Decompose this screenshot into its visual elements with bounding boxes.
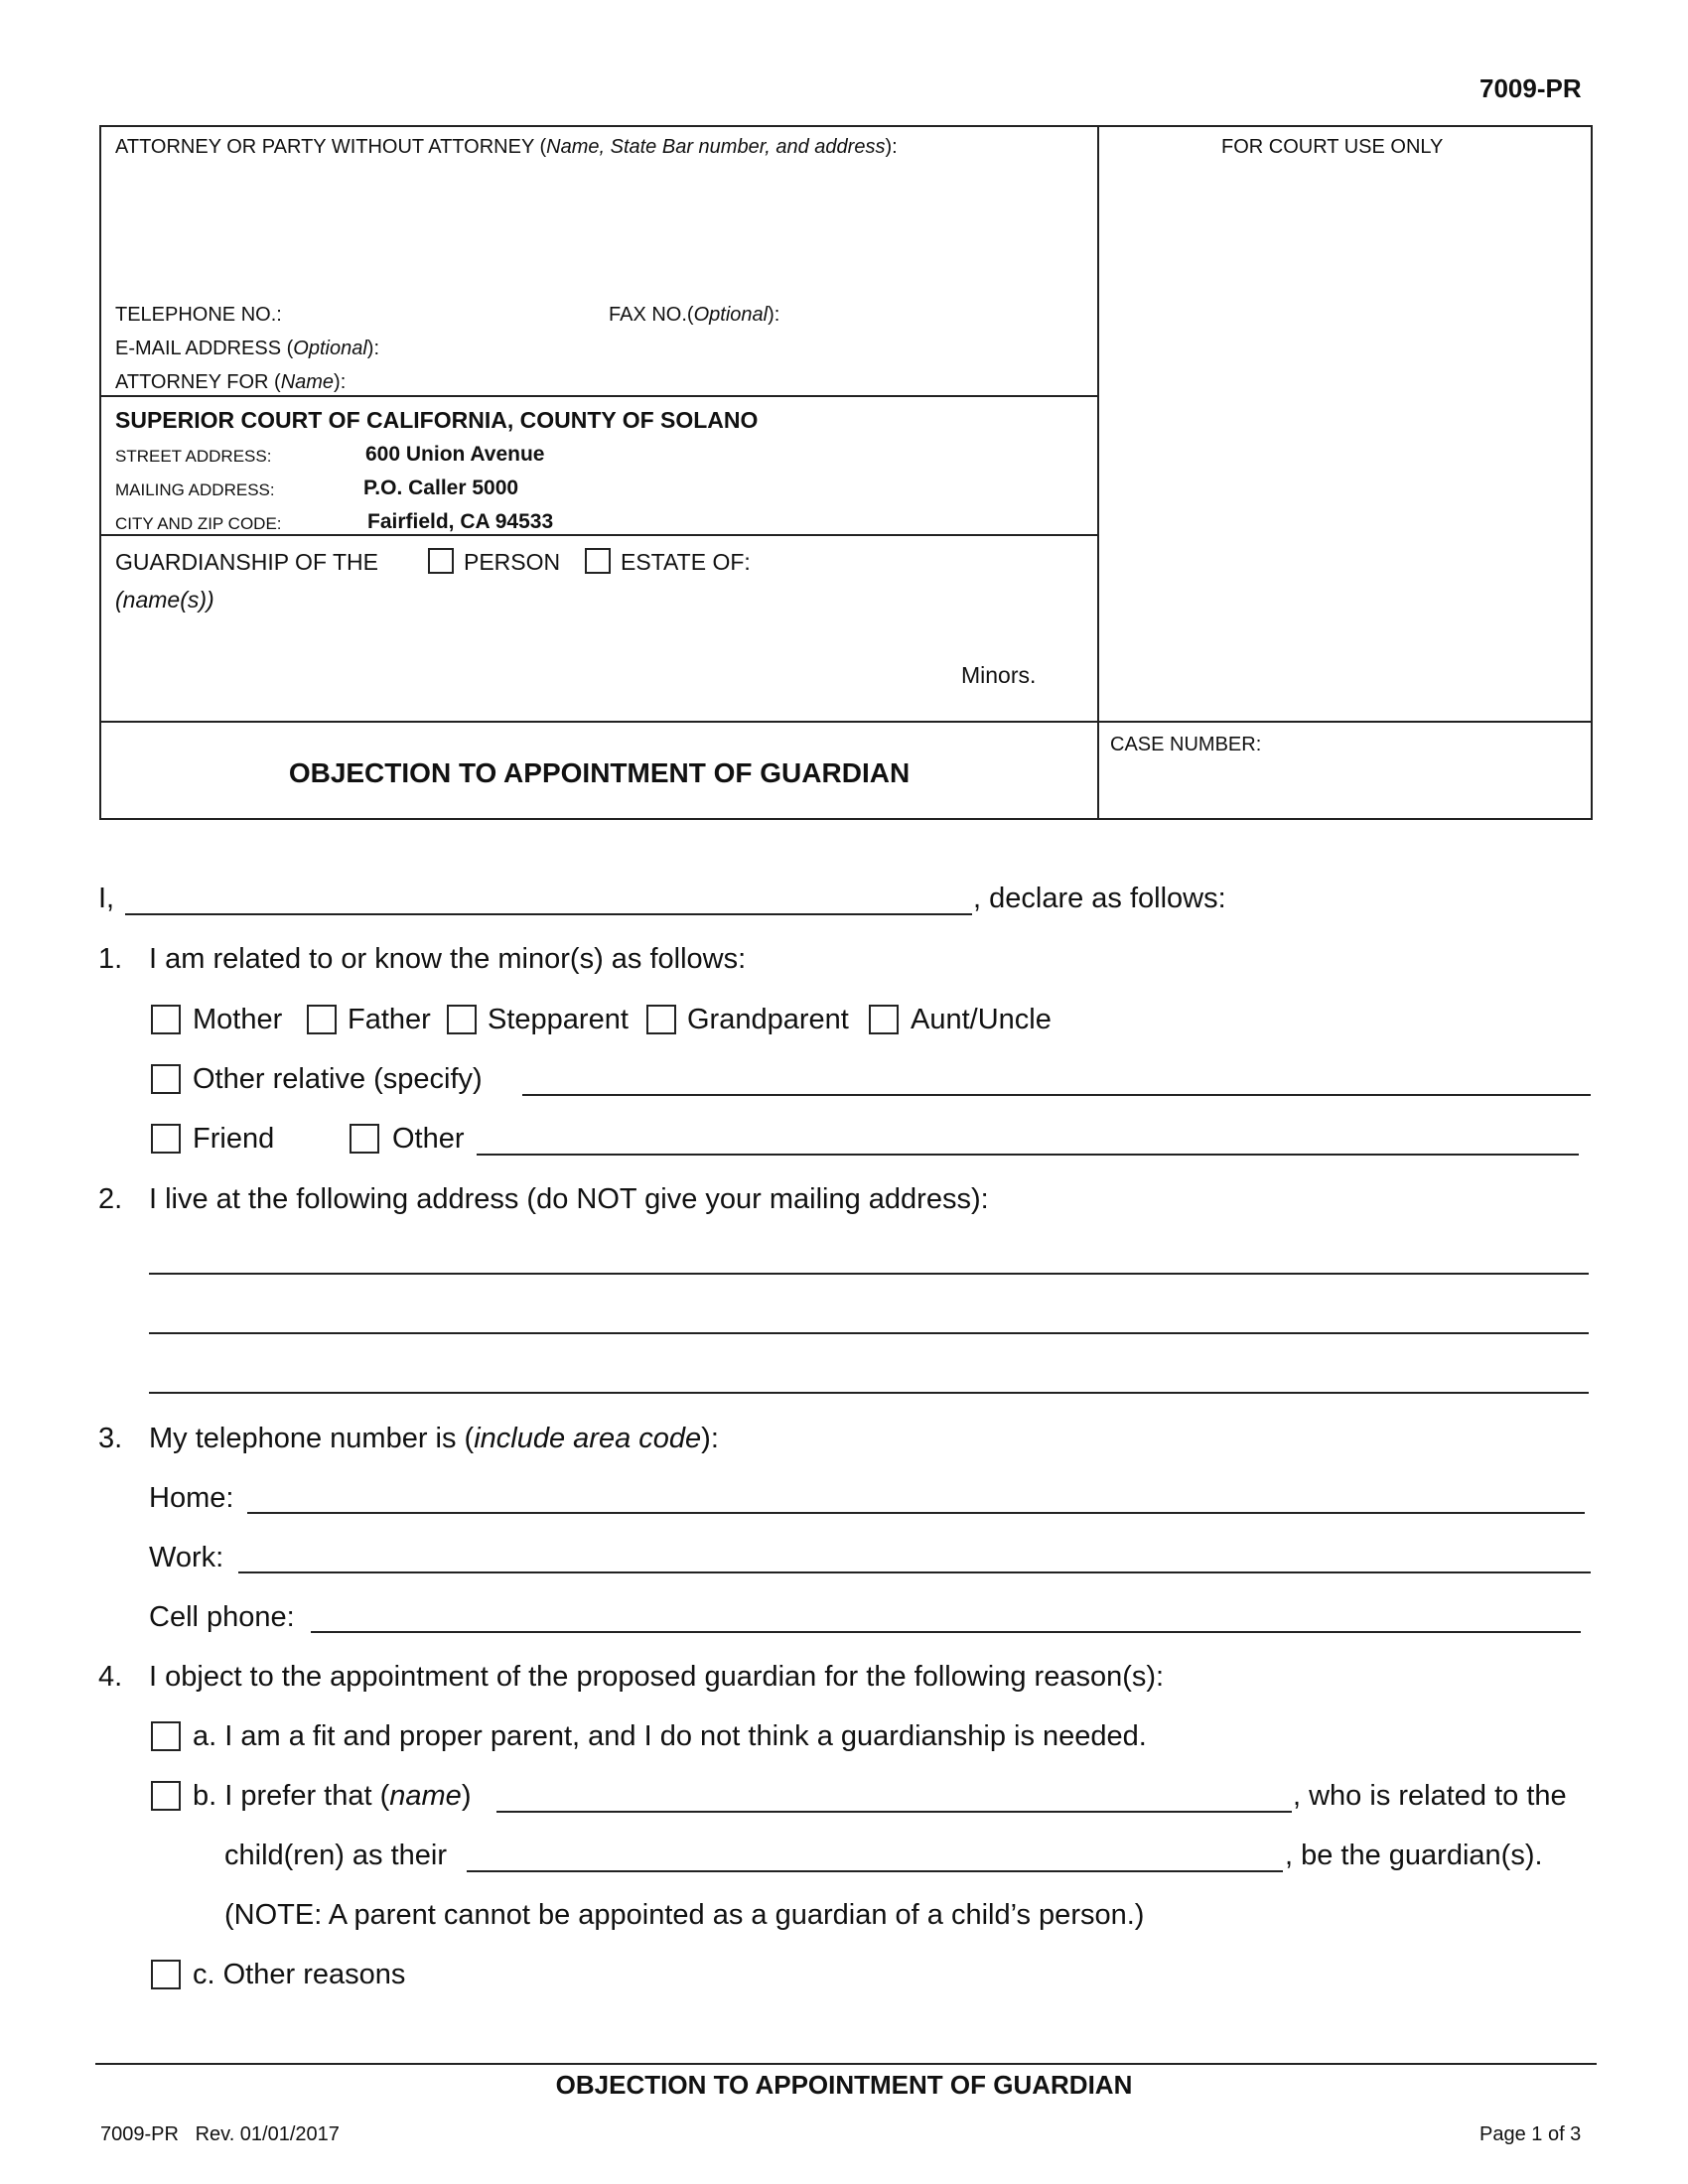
caption-rule-2 — [101, 534, 1097, 536]
caption-divider — [1097, 127, 1099, 818]
preferred-guardian-name-line[interactable] — [496, 1811, 1292, 1813]
reason-b-related: , who is related to the — [1293, 1780, 1567, 1812]
caption-rule-3 — [101, 721, 1591, 723]
telephone-label: TELEPHONE NO.: — [115, 304, 282, 326]
attorney-for-label: ATTORNEY FOR (Name): — [115, 371, 347, 393]
court-use-label: FOR COURT USE ONLY — [1221, 136, 1444, 158]
case-number-label: CASE NUMBER: — [1110, 734, 1262, 755]
other-checkbox[interactable] — [350, 1124, 379, 1154]
email-label: E-MAIL ADDRESS (Optional): — [115, 338, 380, 359]
item4-number: 4. — [98, 1661, 123, 1693]
attorney-header: ATTORNEY OR PARTY WITHOUT ATTORNEY (Name, State Bar number, and address): — [115, 136, 898, 158]
other-relative-line[interactable] — [522, 1094, 1591, 1096]
item2-number: 2. — [98, 1183, 123, 1215]
aunt-uncle-checkbox[interactable] — [869, 1005, 899, 1034]
father-checkbox[interactable] — [307, 1005, 337, 1034]
footer-form-rev: 7009-PR Rev. 01/01/2017 — [100, 2123, 340, 2145]
reason-b-note: (NOTE: A parent cannot be appointed as a guardian of a child’s person.) — [224, 1899, 1145, 1931]
city-label: CITY AND ZIP CODE: — [115, 514, 282, 533]
friend-checkbox[interactable] — [151, 1124, 181, 1154]
item3-text: My telephone number is (include area code): — [149, 1423, 719, 1454]
mailing-label: MAILING ADDRESS: — [115, 480, 275, 499]
reason-b-checkbox[interactable] — [151, 1781, 181, 1811]
person-label: PERSON — [464, 549, 561, 575]
declaration-prefix: I, — [98, 883, 115, 914]
other-relative-checkbox[interactable] — [151, 1064, 181, 1094]
footer-title: OBJECTION TO APPOINTMENT OF GUARDIAN — [555, 2070, 1133, 2100]
street-value: 600 Union Avenue — [365, 443, 545, 466]
caption-rule-1 — [101, 395, 1097, 397]
caption-title: OBJECTION TO APPOINTMENT OF GUARDIAN — [288, 757, 911, 788]
address-line-3[interactable] — [149, 1392, 1589, 1394]
stepparent-checkbox[interactable] — [447, 1005, 477, 1034]
home-label: Home: — [149, 1482, 234, 1514]
reason-a-checkbox[interactable] — [151, 1721, 181, 1751]
work-label: Work: — [149, 1542, 224, 1573]
reason-a-label: a. I am a fit and proper parent, and I do not think a guardianship is needed. — [193, 1720, 1147, 1752]
minors-label: Minors. — [961, 662, 1037, 688]
city-value: Fairfield, CA 94533 — [367, 510, 554, 533]
grandparent-checkbox[interactable] — [646, 1005, 676, 1034]
father-label: Father — [348, 1004, 431, 1035]
home-phone-line[interactable] — [247, 1512, 1585, 1514]
court-name: SUPERIOR COURT OF CALIFORNIA, COUNTY OF SOLANO — [115, 407, 759, 433]
other-line[interactable] — [477, 1154, 1579, 1156]
reason-b-label: b. I prefer that (name) — [193, 1780, 472, 1812]
stepparent-label: Stepparent — [488, 1004, 629, 1035]
work-phone-line[interactable] — [238, 1571, 1591, 1573]
reason-c-label: c. Other reasons — [193, 1959, 406, 1990]
cell-label: Cell phone: — [149, 1601, 295, 1633]
caption-box — [99, 125, 1593, 820]
mother-label: Mother — [193, 1004, 283, 1035]
relationship-line[interactable] — [467, 1870, 1283, 1872]
address-line-2[interactable] — [149, 1332, 1589, 1334]
declarant-name-line[interactable] — [125, 913, 972, 915]
street-label: STREET ADDRESS: — [115, 447, 272, 466]
item1-text: I am related to or know the minor(s) as follows: — [149, 943, 747, 975]
friend-label: Friend — [193, 1123, 275, 1155]
declaration-suffix: , declare as follows: — [973, 883, 1226, 914]
fax-label: FAX NO.(Optional): — [609, 304, 780, 326]
footer-rule — [95, 2063, 1597, 2065]
reason-b-line2-prefix: child(ren) as their — [224, 1840, 448, 1871]
guardianship-label: GUARDIANSHIP OF THE — [115, 549, 378, 575]
names-label: (name(s)) — [115, 587, 214, 613]
estate-checkbox[interactable] — [585, 548, 611, 574]
aunt-uncle-label: Aunt/Uncle — [911, 1004, 1052, 1035]
mailing-value: P.O. Caller 5000 — [363, 477, 519, 499]
other-relative-label: Other relative (specify) — [193, 1063, 483, 1095]
person-checkbox[interactable] — [428, 548, 454, 574]
mother-checkbox[interactable] — [151, 1005, 181, 1034]
address-line-1[interactable] — [149, 1273, 1589, 1275]
form-number: 7009-PR — [1479, 73, 1582, 103]
reason-c-checkbox[interactable] — [151, 1960, 181, 1989]
item4-text: I object to the appointment of the proposed guardian for the following reason(s): — [149, 1661, 1165, 1693]
item2-text: I live at the following address (do NOT give your mailing address): — [149, 1183, 989, 1215]
estate-label: ESTATE OF: — [621, 549, 751, 575]
other-label: Other — [392, 1123, 465, 1155]
item1-number: 1. — [98, 943, 123, 975]
item3-number: 3. — [98, 1423, 123, 1454]
cell-phone-line[interactable] — [311, 1631, 1581, 1633]
grandparent-label: Grandparent — [687, 1004, 849, 1035]
reason-b-line2-suffix: , be the guardian(s). — [1285, 1840, 1543, 1871]
footer-page-number: Page 1 of 3 — [1479, 2123, 1582, 2145]
